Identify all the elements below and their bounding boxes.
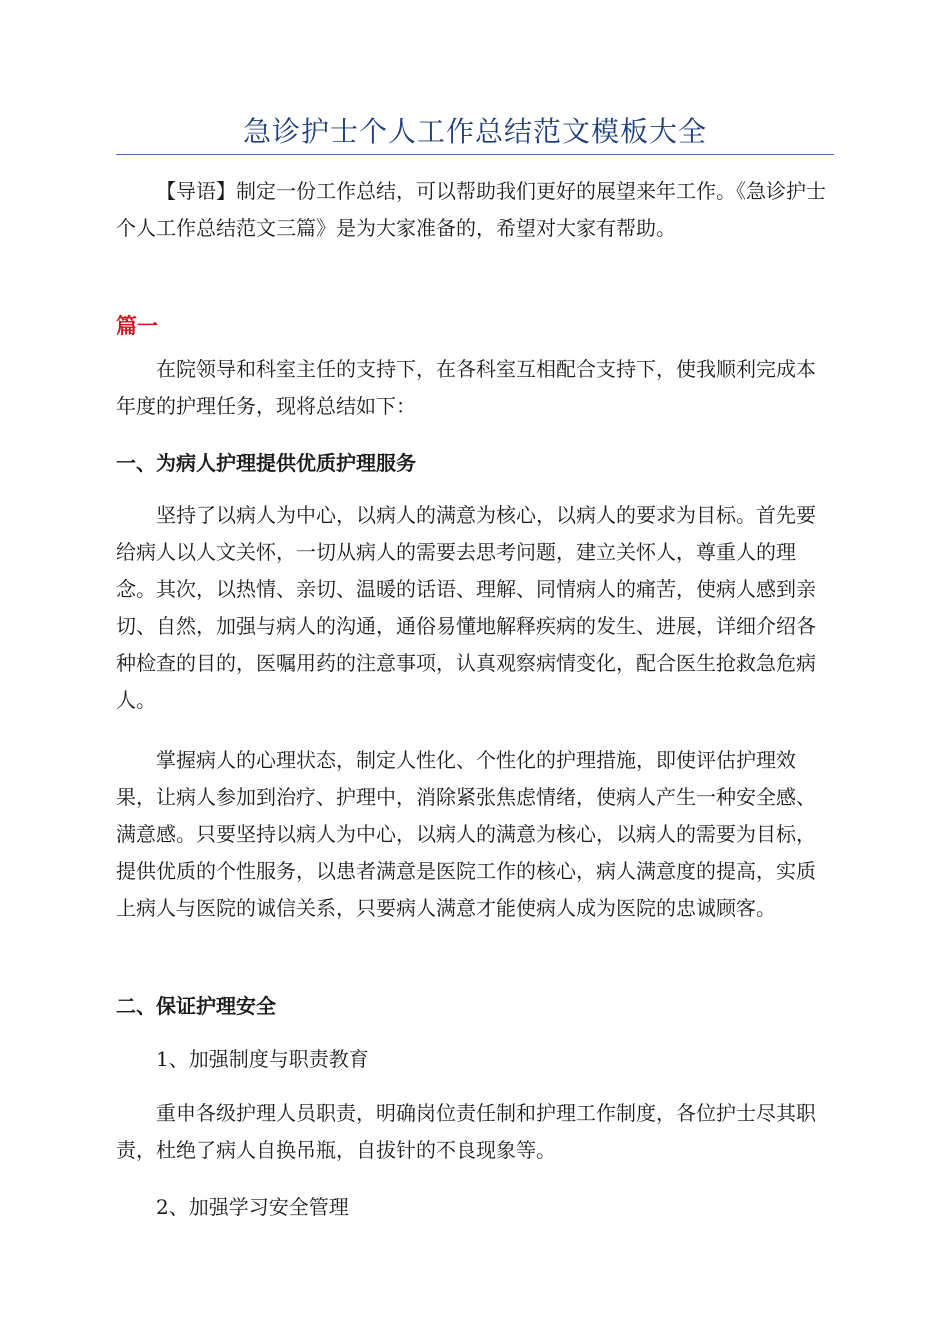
heading-nursing-safety: 二、保证护理安全 — [116, 994, 276, 1018]
title-underline — [116, 154, 834, 155]
paragraph-duty-education: 重申各级护理人员职责，明确岗位责任制和护理工作制度，各位护士尽其职责，杜绝了病人自换吊瓶，自拔针的不良现象等。 — [116, 1101, 816, 1162]
paragraph-patient-centered: 坚持了以病人为中心，以病人的满意为核心，以病人的要求为目标。首先要给病人以人文关怀，一切从病人的需要去思考问题，建立关怀人，尊重人的理念。其次，以热情、亲切、温暖的话语、理解、同情病人的痛苦，使病人感到亲切、自然，加强与病人的沟通，通俗易懂地解释疾病的发生、进展，详细介绍各种检查的目的，医嘱用药的注意事项，认真观察病情变化，配合医生抢救急危病人。 — [116, 503, 816, 712]
intro-paragraph: 【导语】制定一份工作总结，可以帮助我们更好的展望来年工作。《急诊护士个人工作总结范文三篇》是为大家准备的，希望对大家有帮助。 — [116, 179, 826, 240]
heading-quality-service: 一、为病人护理提供优质护理服务 — [116, 451, 416, 475]
section-label: 篇一 — [116, 313, 158, 338]
subheading-duty-education: 1、加强制度与职责教育 — [156, 1047, 369, 1071]
paragraph-patient-psychology: 掌握病人的心理状态，制定人性化、个性化的护理措施，即使评估护理效果，让病人参加到治疗、护理中，消除紧张焦虑情绪，使病人产生一种安全感、满意感。只要坚持以病人为中心，以病人的满意为核心，以病人的需要为目标，提供优质的个性服务，以患者满意是医院工作的核心，病人满意度的提高，实质上病人与医院的诚信关系，只要病人满意才能使病人成为医院的忠诚顾客。 — [116, 748, 816, 920]
subheading-safety-management: 2、加强学习安全管理 — [156, 1195, 349, 1219]
document-title: 急诊护士个人工作总结范文模板大全 — [242, 115, 707, 148]
opening-paragraph: 在院领导和科室主任的支持下，在各科室互相配合支持下，使我顺利完成本年度的护理任务，现将总结如下： — [116, 357, 816, 418]
